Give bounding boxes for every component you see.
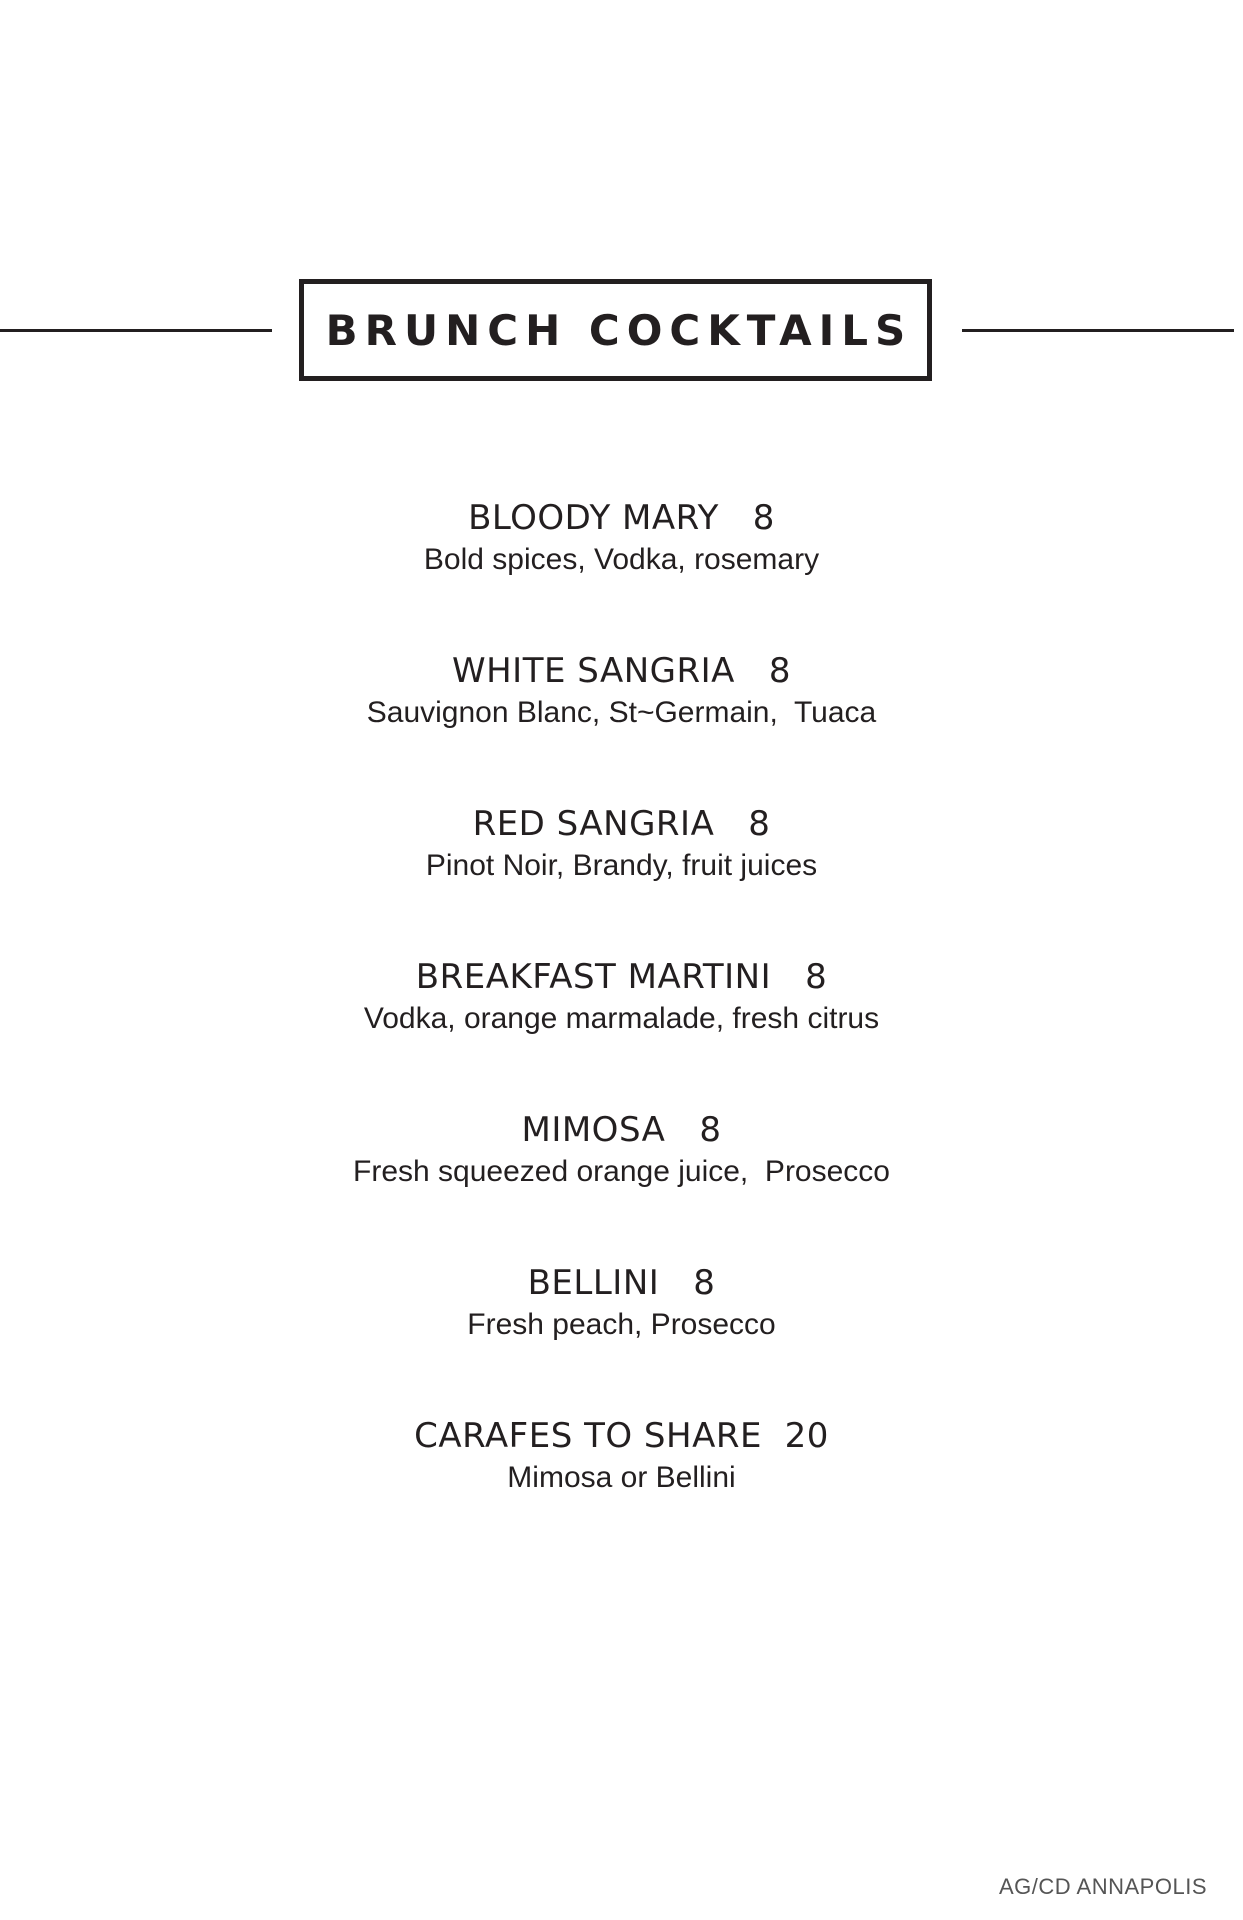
menu-item	[0, 648, 1243, 801]
menu-item-price: 8	[768, 651, 791, 691]
menu-item-name: BLOODY MARY	[468, 498, 719, 538]
menu-item-price: 8	[699, 1110, 722, 1150]
menu-item-name: BELLINI	[527, 1263, 660, 1303]
menu-item-description: Fresh peach, Prosecco	[467, 1308, 776, 1341]
menu-item-title	[0, 954, 1243, 1000]
menu-item-name: MIMOSA	[521, 1110, 666, 1150]
menu-item-description: Vodka, orange marmalade, fresh citrus	[363, 1002, 880, 1035]
menu-item-price: 8	[752, 498, 775, 538]
menu-item-title	[0, 1413, 1243, 1459]
menu-item-price: 8	[748, 804, 771, 844]
menu-item-name: BREAKFAST MARTINI	[415, 957, 772, 997]
footer-location: AG/CD ANNAPOLIS	[998, 1874, 1207, 1899]
menu-item-name: WHITE SANGRIA	[451, 651, 735, 691]
menu-item-name: RED SANGRIA	[472, 804, 715, 844]
menu-item	[0, 1413, 1243, 1566]
menu-item-title	[0, 648, 1243, 694]
menu-item	[0, 954, 1243, 1107]
title-box	[299, 279, 932, 381]
menu-item	[0, 495, 1243, 648]
header-rule-right	[962, 329, 1234, 332]
menu-item-description: Sauvignon Blanc, St~Germain, Tuaca	[366, 696, 877, 729]
cocktail-menu	[0, 495, 1243, 1566]
menu-item	[0, 1260, 1243, 1413]
menu-item-description: Fresh squeezed orange juice, Prosecco	[353, 1155, 890, 1188]
menu-item	[0, 801, 1243, 954]
menu-item-title	[0, 495, 1243, 541]
menu-item-title	[0, 801, 1243, 847]
header-rule-left	[0, 329, 272, 332]
menu-item-price: 8	[805, 957, 828, 997]
menu-item-name: CARAFES TO SHARE	[414, 1416, 762, 1456]
menu-item-description: Mimosa or Bellini	[507, 1461, 736, 1494]
menu-item	[0, 1107, 1243, 1260]
menu-item-description: Bold spices, Vodka, rosemary	[423, 543, 820, 576]
menu-item-title	[0, 1260, 1243, 1306]
menu-item-description: Pinot Noir, Brandy, fruit juices	[425, 849, 818, 882]
menu-item-price: 20	[784, 1416, 829, 1456]
page-title: BRUNCH COCKTAILS	[325, 305, 913, 355]
menu-item-title	[0, 1107, 1243, 1153]
menu-item-price: 8	[693, 1263, 716, 1303]
